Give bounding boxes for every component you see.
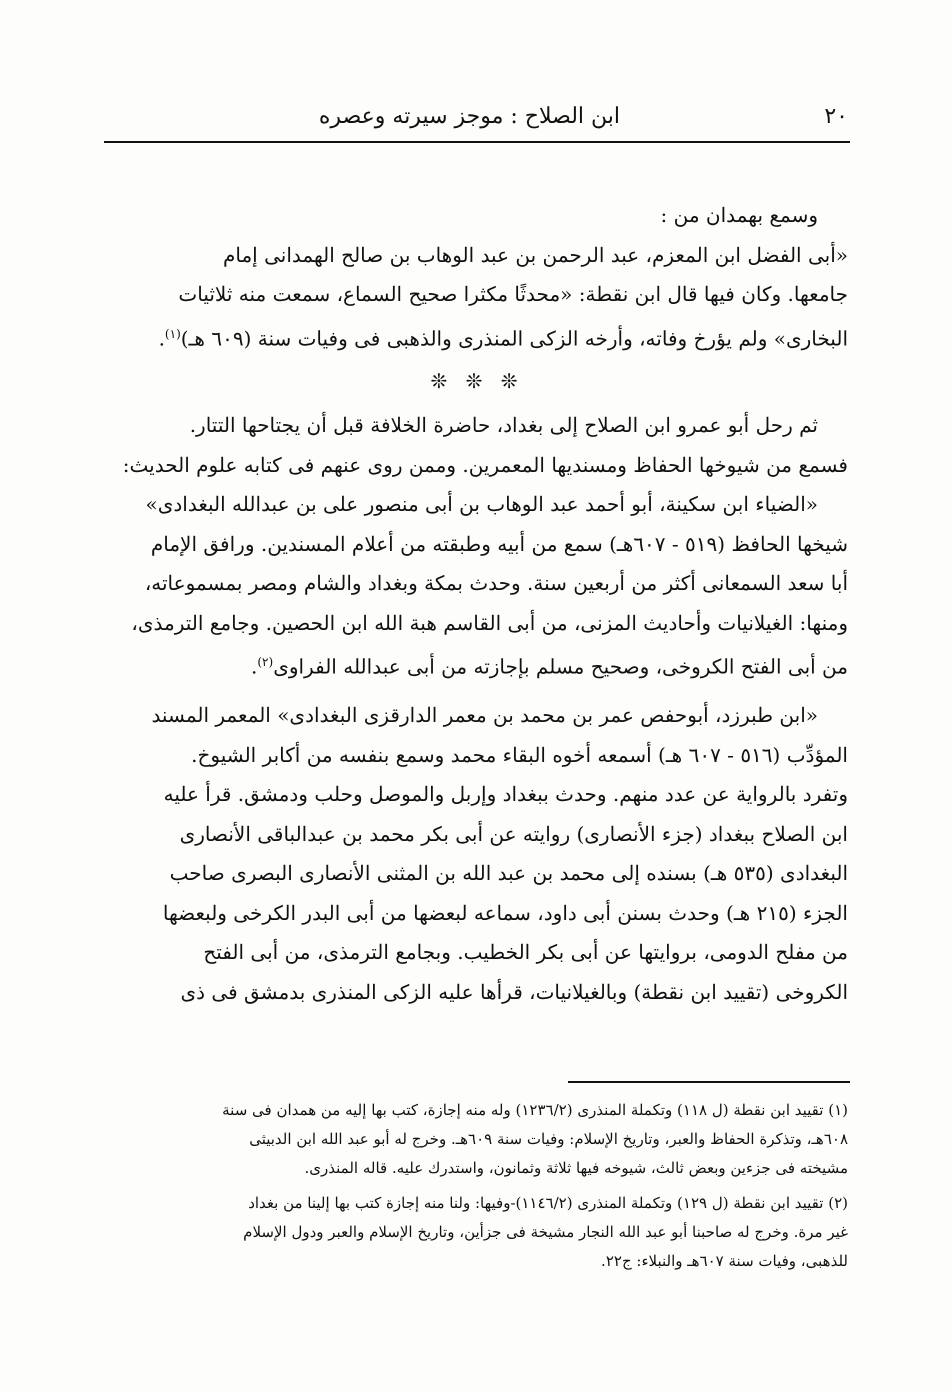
- header-rule: [104, 141, 850, 143]
- ibn-sukayna-line-5-text: من أبى الفتح الكروخى، وصحيح مسلم بإجازته من أبى عبدالله الفراوى: [273, 654, 848, 679]
- footnote-1-line-3: مشيخته فى جزءين وبعض ثالث، شيوخه فيها ثلاثة وثمانون، واستدرك عليه. قاله المنذرى.: [304, 1159, 848, 1177]
- ibn-sukayna-line-4: ومنها: الغيلانيات وأحاديث المزنى، من أبى القاسم هبة الله ابن الحصين. وجامع الترمذى،: [131, 610, 848, 635]
- baghdad-line-1: ثم رحل أبو عمرو ابن الصلاح إلى بغداد، حاضرة الخلافة قبل أن يجتاحها التتار.: [189, 413, 818, 438]
- page-header: [104, 100, 850, 140]
- footnote-ref-2[interactable]: (٢): [257, 655, 274, 670]
- paragraph-spacer: [106, 687, 848, 696]
- ibn-tabarzad-line-6: الجزء (٢١٥ هـ) وحدث بسنن أبى داود، سماعه لبعضها من أبى البدر الكرخى ولبعضها: [162, 900, 848, 925]
- page-number: ٢٠: [824, 104, 848, 129]
- ibn-sukayna-line-5: [106, 643, 848, 687]
- hamadan-line-3-end: .: [158, 326, 165, 351]
- hamadan-line-2: جامعها. وكان فيها قال ابن نقطة: «محدثًا مكثرا صحيح السماع، سمعت منه ثلاثيات: [178, 282, 848, 306]
- ibn-tabarzad-line-7: من مفلح الدومى، بروايتها عن أبى بكر الخطيب. وبجامع الترمذى، من أبى الفتح: [203, 940, 848, 965]
- running-title: ابن الصلاح : موجز سيرته وعصره: [318, 104, 620, 129]
- ibn-sukayna-line-1: «الضياء ابن سكينة، أبو أحمد عبد الوهاب بن أبى منصور على بن عبدالله البغدادى»: [145, 492, 818, 517]
- footnote-2-line-1: (٢) تقييد ابن نقطة (ل ١٢٩) وتكملة المنذرى (١١٤٦/٢)-وفيها: ولنا منه إجازة كتب بها إلينا من بغداد: [248, 1194, 848, 1212]
- hamadan-line-3: [106, 315, 848, 359]
- footnotes: [106, 1096, 848, 1276]
- hamadan-line-3-text: البخارى» ولم يؤرخ وفاته، وأرخه الزكى المنذرى والذهبى فى وفيات سنة (٦٠٩ هـ): [180, 326, 848, 351]
- footnote-2-line-2: غير مرة. وخرج له صاحبنا أبو عبد الله النجار مشيخة فى جزأين، وتاريخ الإسلام والعبر ودول الإسلام: [243, 1223, 848, 1241]
- baghdad-line-2: فسمع من شيوخها الحفاظ ومسنديها المعمرين. وممن روى عنهم فى كتابه علوم الحديث:: [122, 452, 848, 477]
- footnote-ref-1[interactable]: (١): [164, 326, 181, 341]
- ibn-sukayna-line-2: شيخها الحافظ (٥١٩ - ٦٠٧هـ) سمع من أبيه وطبقته من أعلام المسندين. ورافق الإمام: [150, 531, 848, 556]
- ibn-sukayna-line-3: أبا سعد السمعانى أكثر من أربعين سنة. وحدث بمكة وبغداد والشام ومصر بمسموعاته،: [144, 571, 848, 596]
- section-separator: ❊ ❊ ❊: [430, 368, 524, 393]
- ibn-tabarzad-line-4: ابن الصلاح ببغداد (جزء الأنصارى) روايته عن أبى بكر محمد بن عبدالباقى الأنصارى: [179, 821, 848, 846]
- ibn-tabarzad-line-8: الكروخى (تقييد ابن نقطة) وبالغيلانيات، قرأها عليه الزكى المنذرى بدمشق فى ذى: [180, 979, 848, 1004]
- ibn-tabarzad-line-1: «ابن طبرزد، أبوحفص عمر بن محمد بن معمر الدارقزى البغدادى» المعمر المسند: [151, 703, 818, 728]
- main-text: [106, 196, 848, 1012]
- ibn-tabarzad-line-2: المؤدِّب (٥١٦ - ٦٠٧ هـ) أسمعه أخوه البقاء محمد وسمع بنفسه من أكابر الشيوخ.: [191, 742, 848, 767]
- hamadan-intro: وسمع بهمدان من :: [660, 203, 818, 227]
- footnote-1-line-1: (١) تقييد ابن نقطة (ل ١١٨) وتكملة المنذرى (١٢٣٦/٢) وله منه إجازة، كتب بها إليه من همدان فى سنة: [222, 1101, 848, 1119]
- ibn-tabarzad-line-3: وتفرد بالرواية عن عدد منهم. وحدث ببغداد وإربل والموصل وحلب ودمشق. قرأ عليه: [163, 782, 848, 807]
- ibn-tabarzad-line-5: البغدادى (٥٣٥ هـ) بسنده إلى محمد بن عبد الله بن المثنى الأنصارى البصرى صاحب: [169, 861, 848, 886]
- footnote-1-line-2: ٦٠٨هـ، وتذكرة الحفاظ والعبر، وتاريخ الإسلام: وفيات سنة ٦٠٩هـ. وخرج له أبو عبد الله ابن الدبيثى: [249, 1130, 848, 1148]
- footnote-2-line-3: للذهبى، وفيات سنة ٦٠٧هـ والنبلاء: ج٢٢.: [601, 1252, 848, 1270]
- hamadan-line-1: «أبى الفضل ابن المعزم، عبد الرحمن بن عبد الوهاب بن صالح الهمدانى إمام: [222, 242, 848, 267]
- ibn-sukayna-line-5-end: .: [251, 654, 258, 679]
- footnote-rule: [568, 1081, 850, 1083]
